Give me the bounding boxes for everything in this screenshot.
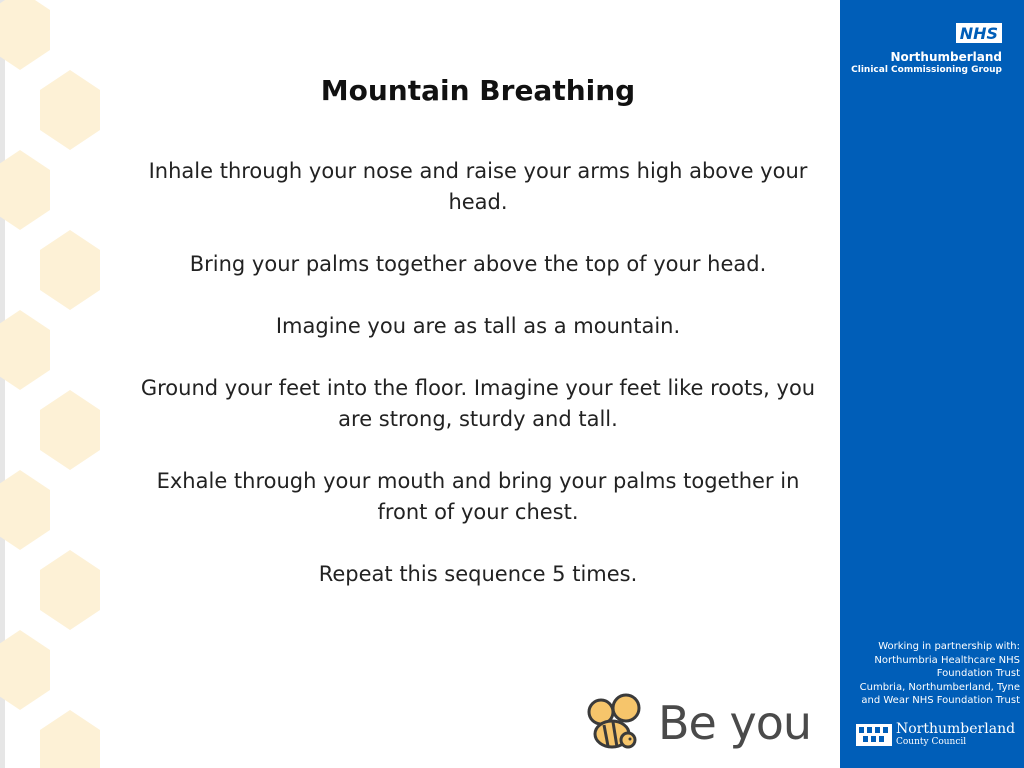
council-subtitle: County Council (896, 737, 967, 747)
be-you-wordmark: Be you (658, 696, 812, 750)
partnership-line: Working in partnership with: (878, 641, 1020, 652)
org-subtitle: Clinical Commissioning Group (851, 65, 1002, 75)
ccg-name (832, 50, 1002, 76)
nhs-sidebar (840, 0, 1024, 768)
hexagon-decoration (0, 0, 110, 768)
instruction-paragraph: Exhale through your mouth and bring your palms together in front of your chest. (156, 469, 800, 524)
partnership-line: Northumbria Healthcare NHS (874, 654, 1020, 666)
partnership-line: Cumbria, Northumberland, Tyne (859, 681, 1020, 693)
be-you-logo (584, 692, 824, 754)
partnership-line: Foundation Trust (936, 668, 1020, 679)
partnership-text (840, 640, 1020, 708)
bee-icon (584, 692, 644, 754)
instruction-text (140, 156, 816, 621)
instruction-paragraph: Imagine you are as tall as a mountain. (275, 314, 681, 338)
instruction-paragraph: Repeat this sequence 5 times. (318, 562, 638, 586)
council-name: Northumberland (896, 721, 1016, 737)
instruction-paragraph: Bring your palms together above the top of your head. (189, 252, 767, 276)
partnership-line: and Wear NHS Foundation Trust (861, 695, 1020, 706)
org-name: Northumberland (890, 50, 1002, 64)
slide-title: Mountain Breathing (320, 74, 636, 107)
council-crest-icon (856, 724, 892, 746)
county-council-logo (856, 722, 1022, 748)
nhs-logo: NHS (956, 23, 1002, 43)
instruction-paragraph: Ground your feet into the floor. Imagine your feet like roots, you are strong, sturdy and tall. (140, 376, 816, 431)
instruction-paragraph: Inhale through your nose and raise your arms high above your head. (148, 159, 808, 214)
